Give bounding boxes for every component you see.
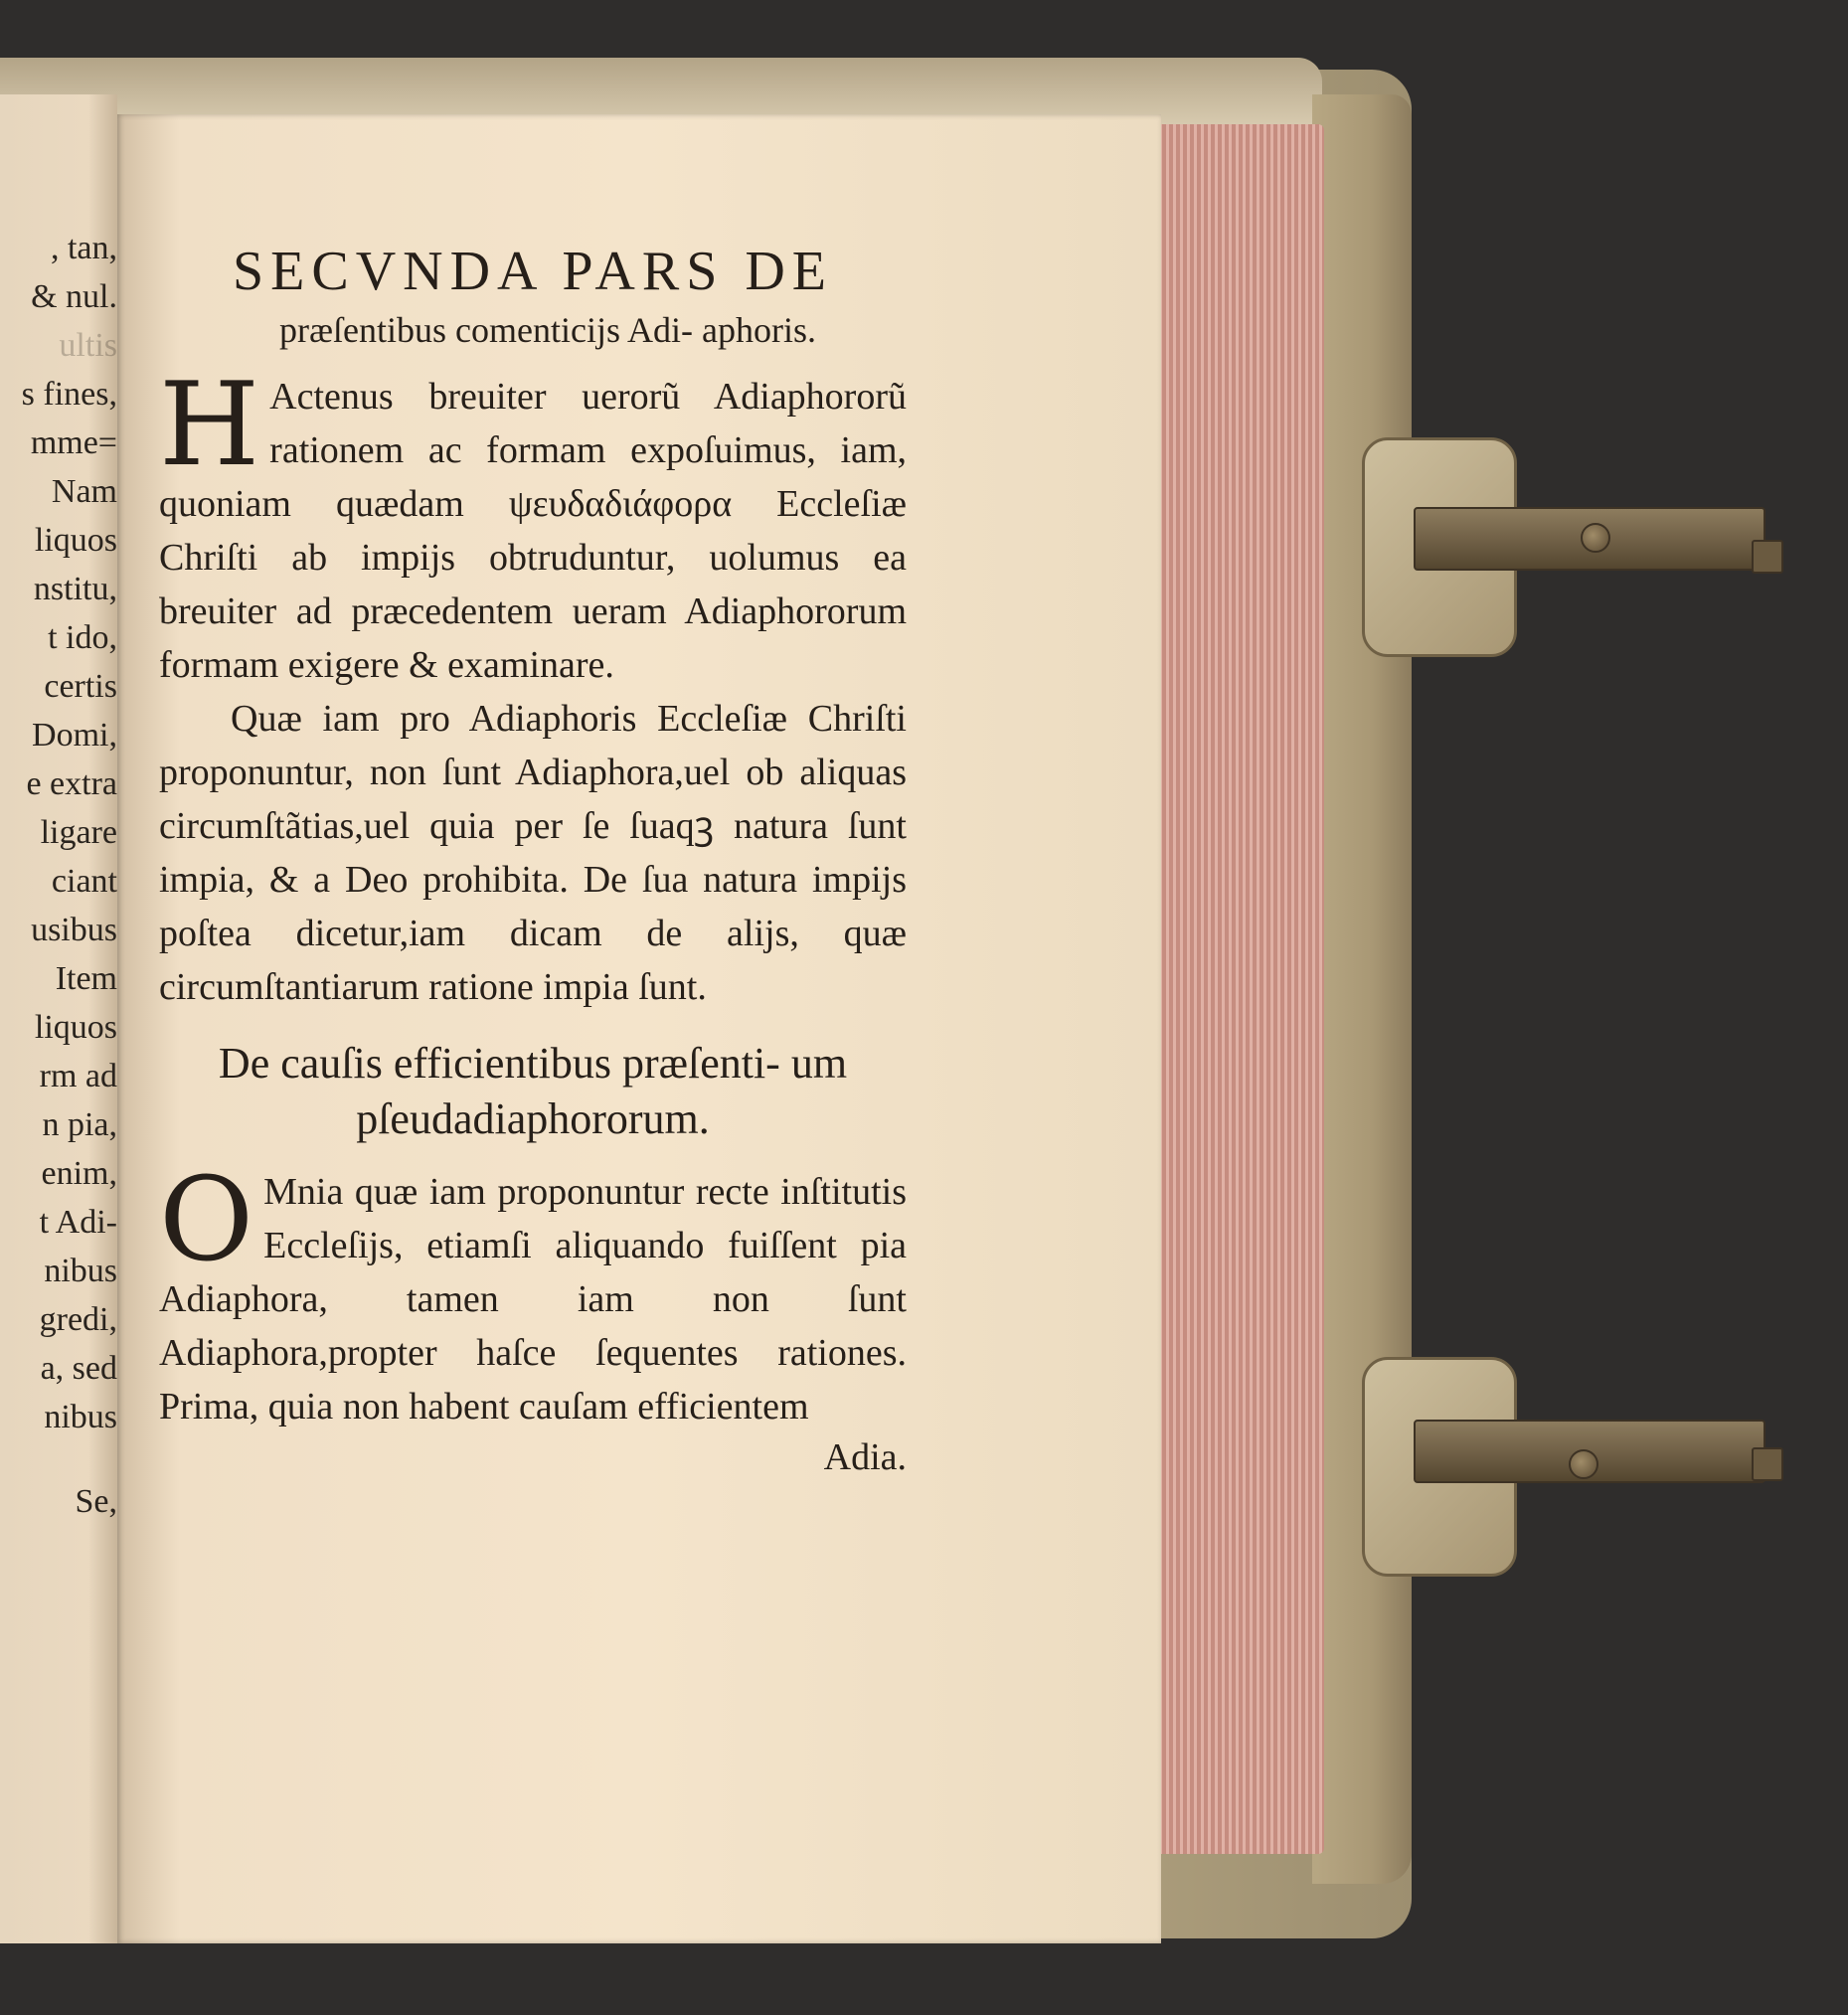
left-line: liquos xyxy=(34,1009,117,1046)
left-line: , tan, xyxy=(50,230,117,266)
left-line: gredi, xyxy=(39,1301,117,1338)
left-line: s fines, xyxy=(21,376,117,413)
left-line: Nam xyxy=(51,473,117,510)
left-line: n pia, xyxy=(42,1106,117,1143)
left-line: certis xyxy=(44,668,117,705)
page-edges xyxy=(1153,124,1324,1854)
drop-cap-o: O xyxy=(159,1153,254,1287)
book-cover-fore-edge xyxy=(1312,94,1412,1884)
left-line: nibus xyxy=(44,1253,117,1289)
left-line: ciant xyxy=(51,863,117,900)
left-line: & nul. xyxy=(31,278,117,315)
left-line: t ido, xyxy=(48,619,117,656)
page-heading: SECVNDA PARS DE xyxy=(233,241,833,302)
paragraph-3-text: Mnia quæ iam proponuntur recte inſtitutis Eccleſijs, etiamſi aliquando fuiſſent pia Adiaphora, tamen iam non ſunt Adiaphora,propter haſce ſequentes rationes. Prima, quia non habent cauſam efficientem xyxy=(159,1171,907,1427)
lower-clasp-tip xyxy=(1752,1447,1783,1481)
left-line: Item xyxy=(55,960,117,997)
paragraph-1-text: Actenus breuiter uerorũ Adiaphororũ rationem ac formam expoſuimus, iam, quoniam quædam ψευδαδιάφορα Eccleſiæ Chriſti ab impijs obtruduntur, uolumus ea breuiter ad præcedentem ueram Adiaphororum formam exigere & examinare. xyxy=(159,376,907,686)
left-line: nibus xyxy=(44,1399,117,1435)
upper-clasp-rivet xyxy=(1581,523,1610,553)
upper-clasp-tip xyxy=(1752,540,1783,574)
left-line: mme= xyxy=(30,424,117,461)
lower-clasp-rivet xyxy=(1569,1449,1598,1479)
left-line: nstitu, xyxy=(33,571,117,607)
catchword: Adia. xyxy=(823,1436,907,1478)
left-line: Domi, xyxy=(32,717,117,754)
right-page-text xyxy=(159,239,907,1479)
left-page-text xyxy=(0,224,119,1526)
left-line: ligare xyxy=(40,814,117,851)
left-line: e extra xyxy=(26,765,117,802)
paragraph-3 xyxy=(159,1153,907,1433)
left-line: t Adi- xyxy=(39,1204,117,1241)
left-line: usibus xyxy=(31,912,117,948)
left-line: ultis xyxy=(59,327,117,364)
left-line: a, sed xyxy=(40,1350,117,1387)
drop-cap-h: H xyxy=(159,358,260,492)
section-title: De cauſis efficientibus præſenti- um pſeudadiaphororum. xyxy=(218,1039,848,1143)
paragraph-2: Quæ iam pro Adiaphoris Eccleſiæ Chriſti proponuntur, non ſunt Adiaphora,uel ob aliquas circumſtãtias,uel quia per ſe ſuaqꝫ natura ſunt impia, & a Deo prohibita. De ſua natura impijs poſtea dicetur,iam dicam de alijs, quæ circumſtantiarum ratione impia ſunt. xyxy=(159,698,907,1008)
left-line: enim, xyxy=(41,1155,117,1192)
paragraph-1 xyxy=(159,358,907,692)
page-subheading: præſentibus comenticijs Adi- aphoris. xyxy=(279,310,816,350)
left-catchword: Se, xyxy=(75,1483,117,1520)
left-line: rm ad xyxy=(39,1058,117,1094)
left-line: liquos xyxy=(34,522,117,559)
